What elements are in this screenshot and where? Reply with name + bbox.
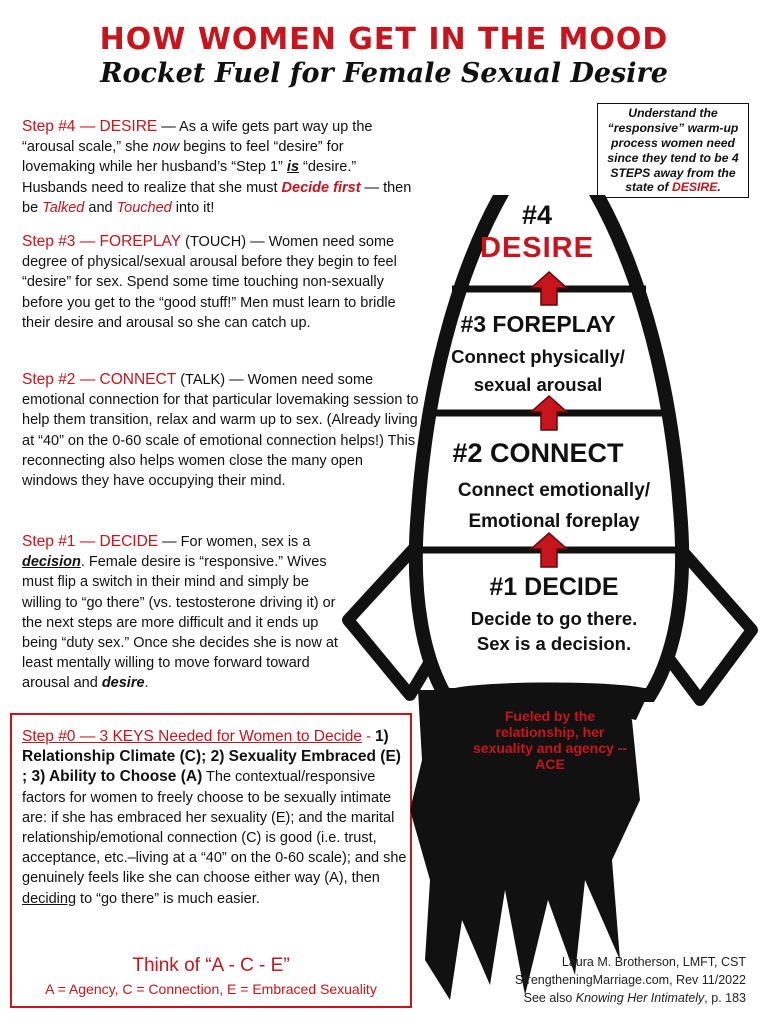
rocket-step-4-label: DESIRE <box>480 232 594 264</box>
step-4-touched: Touched <box>116 199 172 216</box>
step-0-text: The contextual/responsive factors for women to freely choose to be sexually intimate are: if she has embraced her sexuality (E); and the marital relationship/emotional connection (C) is good (i.e. trust, acceptance, etc.–living at a “40” on the 0-60 scale); and she genuinely feels like she can choose either way (A), then <box>22 769 407 887</box>
rocket-step-2-desc <box>420 475 688 537</box>
step-4-text: begins to feel “desire” for lovemaking while her husband’s “Step 1” <box>22 139 344 176</box>
credit-see-also-text: See also <box>523 991 576 1005</box>
step-4-text: — As a wife gets part way up the “arousal scale,” she <box>22 119 373 156</box>
page-subtitle: Rocket Fuel for Female Sexual Desire <box>100 58 668 89</box>
step-4-talked: Talked <box>42 199 85 216</box>
step-0-dash: - <box>362 729 375 745</box>
step-2-tag: (TALK) <box>176 372 226 388</box>
credit-see-also <box>515 989 746 1007</box>
step-0-deciding: deciding <box>22 890 77 907</box>
note-end: . <box>717 180 721 195</box>
step-1-text: . <box>144 675 149 692</box>
step-4-text: and <box>84 199 117 216</box>
step-2-text: — Women need some emotional connection for that particular lovemaking session to help them transition, relax and warm up to sex. (Already living at “40” on the 0-60 scale of emotional connection helps!) This reconnecting also helps women close the many open windows they have occupying their mind. <box>22 372 419 490</box>
rocket-step-4-number: #4 <box>521 200 553 230</box>
rocket-step-3-heading: #3 FOREPLAY <box>460 311 616 337</box>
rocket-step-2-desc-line: Connect emotionally/ <box>457 480 651 501</box>
rocket-step-3-desc-line: sexual arousal <box>473 374 603 395</box>
step-0-text: to “go there” is much easier. <box>76 890 260 907</box>
credit-site: StrengtheningMarriage.com, Rev 11/2022 <box>514 973 746 987</box>
credit-block <box>515 953 746 1007</box>
step-4-text: — then be <box>22 179 412 216</box>
rocket-step-1-desc-line: Decide to go there. <box>470 608 638 629</box>
step-4-is: is <box>286 159 300 176</box>
step-4-decide-first: Decide first <box>281 179 361 196</box>
step-3-text: — Women need some degree of physical/sexual arousal before they begin to feel “desire” for sex. Spend some time touching non-sexually before you get to the “good stuff!” Men must learn to bridle their desire and arousal so she can catch up. <box>22 234 397 331</box>
note-text: Understand the “responsive” warm-up process women need since they tend to be 4 STEPS away from the state of <box>607 106 739 195</box>
step-4-text: “desire.” Husbands need to realize that she must <box>22 159 357 196</box>
callout-note <box>597 103 749 198</box>
credit-book-title: Knowing Her Intimately <box>575 991 705 1005</box>
step-4-now: now <box>152 139 180 156</box>
rocket-step-0-heading: #0 CONTEXT <box>502 688 598 705</box>
ace-title: Think of “A - C - E” <box>132 955 290 976</box>
rocket-step-1-desc <box>430 606 678 656</box>
ace-legend: A = Agency, C = Connection, E = Embraced Sexuality <box>45 981 377 997</box>
step-0-heading: Step #0 — 3 KEYS Needed for Women to Decide <box>22 728 363 745</box>
rocket-step-3-desc-line: Connect physically/ <box>451 346 625 367</box>
step-3-heading: Step #3 — FOREPLAY <box>22 233 182 250</box>
step-4-text: into it! <box>171 199 215 216</box>
rocket-step-3-desc <box>430 343 646 399</box>
step-3-tag: (TOUCH) <box>181 234 247 250</box>
step-1-text: . Female desire is “responsive.” Wives must flip a switch in their mind and simply be willing to “go there” (vs. testosterone driving it) or the next steps are more difficult and it ends up being “duty sex.” Once she decides she is now at least mentally willing to move forward toward arousal and <box>22 554 338 692</box>
page-title: HOW WOMEN GET IN THE MOOD <box>99 22 669 57</box>
rocket-step-2-desc-line: Emotional foreplay <box>468 511 640 532</box>
note-desire: DESIRE <box>671 180 718 195</box>
step-4-heading: Step #4 — DESIRE <box>22 118 158 135</box>
step-1-heading: Step #1 — DECIDE <box>22 533 159 550</box>
step-1-text: — For women, sex is a <box>158 534 311 550</box>
credit-see-also-page: , p. 183 <box>704 991 746 1005</box>
rocket-step-1-desc-line: Sex is a decision. <box>476 633 632 654</box>
step-1-paragraph <box>22 532 352 694</box>
step-1-decision: decision <box>22 554 81 571</box>
step-2-heading: Step #2 — CONNECT <box>22 371 177 388</box>
step-0-keys: 1) Relationship Climate (C); 2) Sexuality Embraced (E) ; 3) Ability to Choose (A) <box>22 728 401 786</box>
credit-author: Laura M. Brotherson, LMFT, CST <box>561 955 746 969</box>
rocket-step-1-heading: #1 DECIDE <box>489 573 619 601</box>
rocket-step-2-heading: #2 CONNECT <box>452 438 624 468</box>
rocket-step-0-desc: Fueled by the relationship, her sexuality and agency -- ACE <box>472 708 628 772</box>
step-1-desire: desire <box>101 675 145 692</box>
